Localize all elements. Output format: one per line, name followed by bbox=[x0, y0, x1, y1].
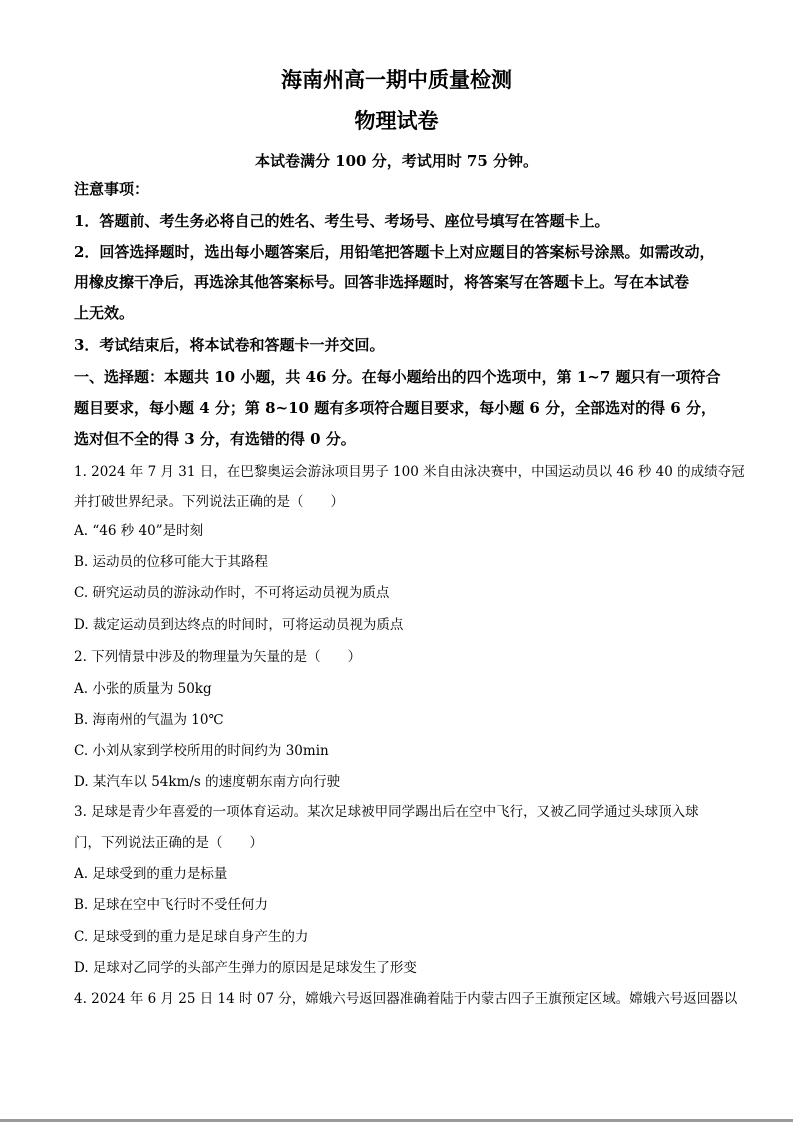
section-1-line-1: 一、选择题：本题共 10 小题，共 46 分。在每小题给出的四个选项中，第 1~7 题只有一项符合 bbox=[74, 368, 721, 386]
notes-item-1: 1．答题前、考生务必将自己的姓名、考生号、考场号、座位号填写在答题卡上。 bbox=[74, 212, 610, 230]
q3-option-b: B. 足球在空中飞行时不受任何力 bbox=[74, 897, 269, 913]
q3-option-c: C. 足球受到的重力是足球自身产生的力 bbox=[74, 929, 309, 945]
q3-option-a: A. 足球受到的重力是标量 bbox=[74, 866, 228, 882]
q2-option-b: B. 海南州的气温为 10℃ bbox=[74, 712, 224, 728]
notes-item-2-line-3: 上无效。 bbox=[74, 304, 135, 322]
q2-stem-line-1: 2. 下列情景中涉及的物理量为矢量的是（ ） bbox=[74, 649, 362, 665]
notes-heading: 注意事项： bbox=[74, 180, 150, 198]
q1-stem-line-1: 1. 2024 年 7 月 31 日，在巴黎奥运会游泳项目男子 100 米自由泳决赛中，中国运动员以 46 秒 40 的成绩夺冠 bbox=[74, 464, 745, 480]
q3-option-d: D. 足球对乙同学的头部产生弹力的原因是足球发生了形变 bbox=[74, 960, 417, 976]
notes-item-2-line-2: 用橡皮擦干净后，再选涂其他答案标号。回答非选择题时，将答案写在答题卡上。写在本试卷 bbox=[74, 273, 690, 291]
exam-title: 海南州高一期中质量检测 bbox=[281, 67, 512, 92]
section-1-line-2: 题目要求，每小题 4 分；第 8~10 题有多项符合题目要求，每小题 6 分，全部选对的得 6 分， bbox=[74, 399, 716, 417]
section-1-line-3: 选对但不全的得 3 分，有选错的得 0 分。 bbox=[74, 430, 356, 448]
notes-item-2-line-1: 2．回答选择题时，选出每小题答案后，用铅笔把答题卡上对应题目的答案标号涂黑。如需改动， bbox=[74, 243, 715, 261]
q1-option-b: B. 运动员的位移可能大于其路程 bbox=[74, 554, 269, 570]
q3-stem-line-1: 3. 足球是青少年喜爱的一项体育运动。某次足球被甲同学踢出后在空中飞行，又被乙同学通过头球顶入球 bbox=[74, 804, 699, 820]
exam-subject: 物理试卷 bbox=[354, 108, 439, 133]
notes-item-3: 3．考试结束后，将本试卷和答题卡一并交回。 bbox=[74, 336, 385, 354]
q1-option-d: D. 裁定运动员到达终点的时间时，可将运动员视为质点 bbox=[74, 617, 404, 633]
q2-option-a: A. 小张的质量为 50kg bbox=[74, 681, 212, 697]
q2-option-c: C. 小刘从家到学校所用的时间约为 30min bbox=[74, 743, 329, 759]
exam-info: 本试卷满分 100 分，考试用时 75 分钟。 bbox=[254, 152, 539, 170]
q4-stem-line-1: 4. 2024 年 6 月 25 日 14 时 07 分，嫦娥六号返回器准确着陆于内蒙古四子王旗预定区域。嫦娥六号返回器以 bbox=[74, 991, 738, 1007]
q2-option-d: D. 某汽车以 54km/s 的速度朝东南方向行驶 bbox=[74, 774, 341, 790]
q1-option-c: C. 研究运动员的游泳动作时，不可将运动员视为质点 bbox=[74, 585, 390, 601]
q1-stem-line-2: 并打破世界纪录。下列说法正确的是（ ） bbox=[74, 494, 344, 510]
q1-option-a: A. “46 秒 40”是时刻 bbox=[74, 523, 204, 539]
q3-stem-line-2: 门，下列说法正确的是（ ） bbox=[74, 835, 263, 851]
